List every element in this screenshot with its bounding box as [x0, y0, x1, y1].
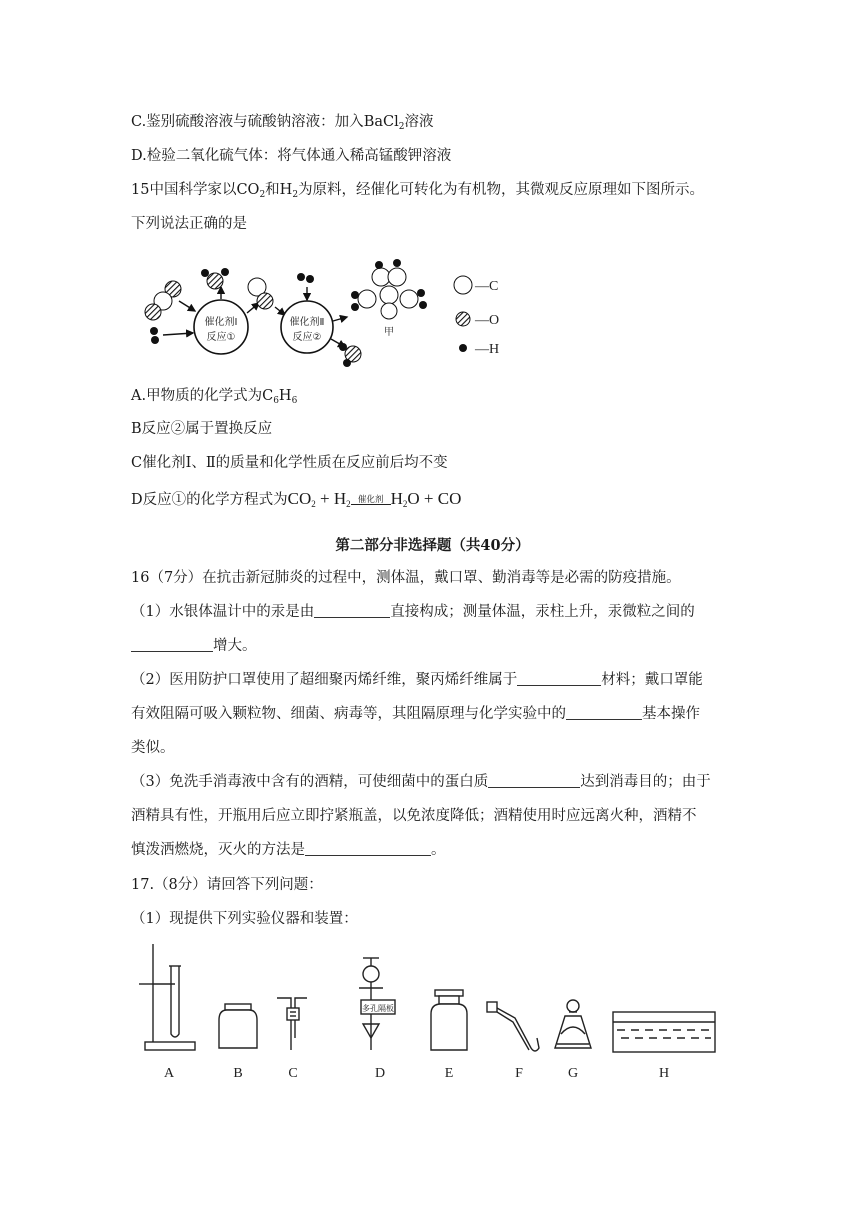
- q16-p2-c: 有效阻隔可吸入颗粒物、细菌、病毒等，其阻隔原理与化学实验中的: [131, 706, 566, 722]
- h2o-molecule-2: [339, 343, 361, 367]
- q16-p1-a: （1）水银体温计中的汞是由: [131, 604, 315, 620]
- label-f: F: [515, 1066, 523, 1081]
- q16-part1-cont: [131, 636, 257, 656]
- q16-part3-end: [131, 840, 446, 860]
- bacl2-formula: BaCl: [363, 114, 399, 130]
- q16-p1-c: 增大。: [213, 638, 257, 654]
- legend-carbon: —C: [475, 279, 499, 294]
- answer-blank[interactable]: [488, 773, 580, 788]
- eq-h2o-sub: 2: [402, 499, 408, 509]
- answer-blank[interactable]: [314, 603, 390, 618]
- eq-catalyst-text: 催化剂: [357, 494, 384, 504]
- product-label: 甲: [384, 327, 394, 338]
- h2-subscript: 2: [292, 190, 299, 200]
- q17-part1: （1）现提供下列实验仪器和装置：: [131, 911, 358, 927]
- label-c: C: [288, 1066, 298, 1081]
- q15-option-b: B反应②属于置换反应: [131, 421, 273, 437]
- q14-option-c: [131, 112, 433, 137]
- q16-part1: [131, 602, 695, 622]
- q14-option-c-text: C.鉴别硫酸溶液与硫酸钠溶液：加入: [131, 114, 364, 130]
- q16-p3-a: （3）免洗手消毒液中含有的酒精，可使细菌中的蛋白质: [131, 774, 489, 790]
- q14-option-c-tail: 溶液: [404, 114, 434, 130]
- q16-p3-b: 达到消毒目的；由于: [580, 774, 711, 790]
- legend-oxygen: —O: [475, 313, 500, 328]
- label-d: D: [374, 1066, 386, 1081]
- q14-option-d: D.检验二氧化硫气体：将气体通入稀高锰酸钾溶液: [131, 148, 452, 164]
- q16-part2-cont: [131, 704, 700, 724]
- q16-p2-d: 基本操作: [642, 706, 700, 722]
- apparatus-f-tube: [487, 1002, 539, 1051]
- bacl2-subscript: 2: [398, 122, 405, 132]
- eq-h2: + H: [315, 489, 347, 508]
- h2-molecule-2: [297, 273, 314, 283]
- q16-p3-d: 慎泼洒燃烧，灭火的方法是: [131, 842, 305, 858]
- q15-option-d: [131, 489, 461, 514]
- q15-stem-line2: 下列说法正确的是: [131, 216, 247, 232]
- q17-stem: 17.（8分）请回答下列问题：: [131, 877, 323, 893]
- co2-molecule: [145, 281, 181, 320]
- q15-option-a-text: A.甲物质的化学式为C: [131, 388, 274, 404]
- q15-option-a-sub1: 6: [273, 396, 279, 406]
- answer-blank[interactable]: [131, 637, 213, 652]
- product-molecule: [351, 259, 427, 338]
- reaction-1-label: 反应①: [206, 332, 236, 343]
- catalyst-1-label: 催化剂Ⅰ: [204, 317, 238, 328]
- q16-stem: 16（7分）在抗击新冠肺炎的过程中，测体温，戴口罩、勤消毒等是必需的防疫措施。: [131, 570, 681, 586]
- q15-option-a: [131, 386, 297, 411]
- co2-formula: CO: [236, 182, 260, 198]
- q16-p2-a: （2）医用防护口罩使用了超细聚丙烯纤维，聚丙烯纤维属于: [131, 672, 518, 688]
- answer-blank[interactable]: [517, 671, 601, 686]
- eq-bar: [351, 504, 391, 505]
- reaction-2-label: 反应②: [292, 332, 322, 343]
- q15-stem-b: 为原料，经催化可转化为有机物，其微观反应原理如下图所示。: [298, 182, 705, 198]
- q16-part3-cont: 酒精具有性，开瓶用后应立即拧紧瓶盖，以免浓度降低；酒精使用时应远离火种，酒精不: [131, 808, 697, 824]
- apparatus-a-stand: [139, 944, 195, 1050]
- h2-molecule-in: [150, 327, 159, 344]
- label-a: A: [163, 1066, 175, 1081]
- catalyst-2-circle: [281, 301, 333, 353]
- q16-p3-e: 。: [431, 842, 446, 858]
- co-molecule: [248, 278, 273, 309]
- q16-part2-end: 类似。: [131, 740, 175, 756]
- eq-co2: CO: [287, 489, 312, 508]
- label-e: E: [444, 1066, 454, 1081]
- label-b: B: [233, 1066, 243, 1081]
- q15-option-d-text: D反应①的化学方程式为: [131, 492, 288, 508]
- apparatus-e-gas-bottle: [431, 990, 467, 1050]
- q15-option-a-sub2: 6: [291, 396, 298, 406]
- eq-h2o: H: [390, 489, 403, 508]
- q16-part2: [131, 670, 703, 690]
- answer-blank[interactable]: [305, 841, 431, 856]
- apparatus-d-funnel: [359, 958, 395, 1050]
- q15-option-a-h: H: [278, 388, 292, 404]
- eq-condition: [351, 495, 391, 505]
- q15-and: 和: [265, 182, 280, 198]
- apparatus-c-stopper: [277, 998, 307, 1050]
- q16-p1-b: 直接构成；测量体温，汞柱上升，汞微粒之间的: [390, 604, 695, 620]
- catalyst-1-circle: [194, 300, 248, 354]
- apparatus-h-trough: [613, 1012, 715, 1052]
- legend: [454, 276, 499, 357]
- reaction-diagram: [135, 255, 525, 375]
- porous-plate-label: 多孔隔板: [362, 1004, 394, 1013]
- q15-stem: [131, 180, 704, 205]
- eq-h2o-co: O + CO: [407, 489, 462, 508]
- label-h: H: [658, 1066, 670, 1081]
- q16-part3: [131, 772, 711, 792]
- co2-subscript: 2: [259, 190, 266, 200]
- answer-blank[interactable]: [566, 705, 642, 720]
- label-g: G: [567, 1066, 579, 1081]
- eq-co2-sub: 2: [311, 499, 316, 509]
- q15-option-c: C催化剂Ⅰ、Ⅱ的质量和化学性质在反应前后均不变: [131, 455, 448, 471]
- apparatus-labels: [164, 1066, 669, 1081]
- section-2-title: 第二部分非选择题（共40分）: [335, 537, 530, 554]
- apparatus-g-lamp: [555, 1000, 591, 1048]
- eq-h2-sub: 2: [346, 499, 351, 509]
- q15-stem-a: 15中国科学家以: [131, 182, 237, 198]
- q16-p2-b: 材料；戴口罩能: [601, 672, 703, 688]
- reaction-equation: [288, 489, 462, 508]
- h2o-molecule: [201, 268, 229, 289]
- legend-hydrogen: —H: [475, 342, 500, 357]
- apparatus-figure: [135, 938, 725, 1088]
- catalyst-2-label: 催化剂Ⅱ: [289, 317, 325, 328]
- apparatus-b-bottle: [219, 1004, 257, 1048]
- h2-formula: H: [279, 182, 293, 198]
